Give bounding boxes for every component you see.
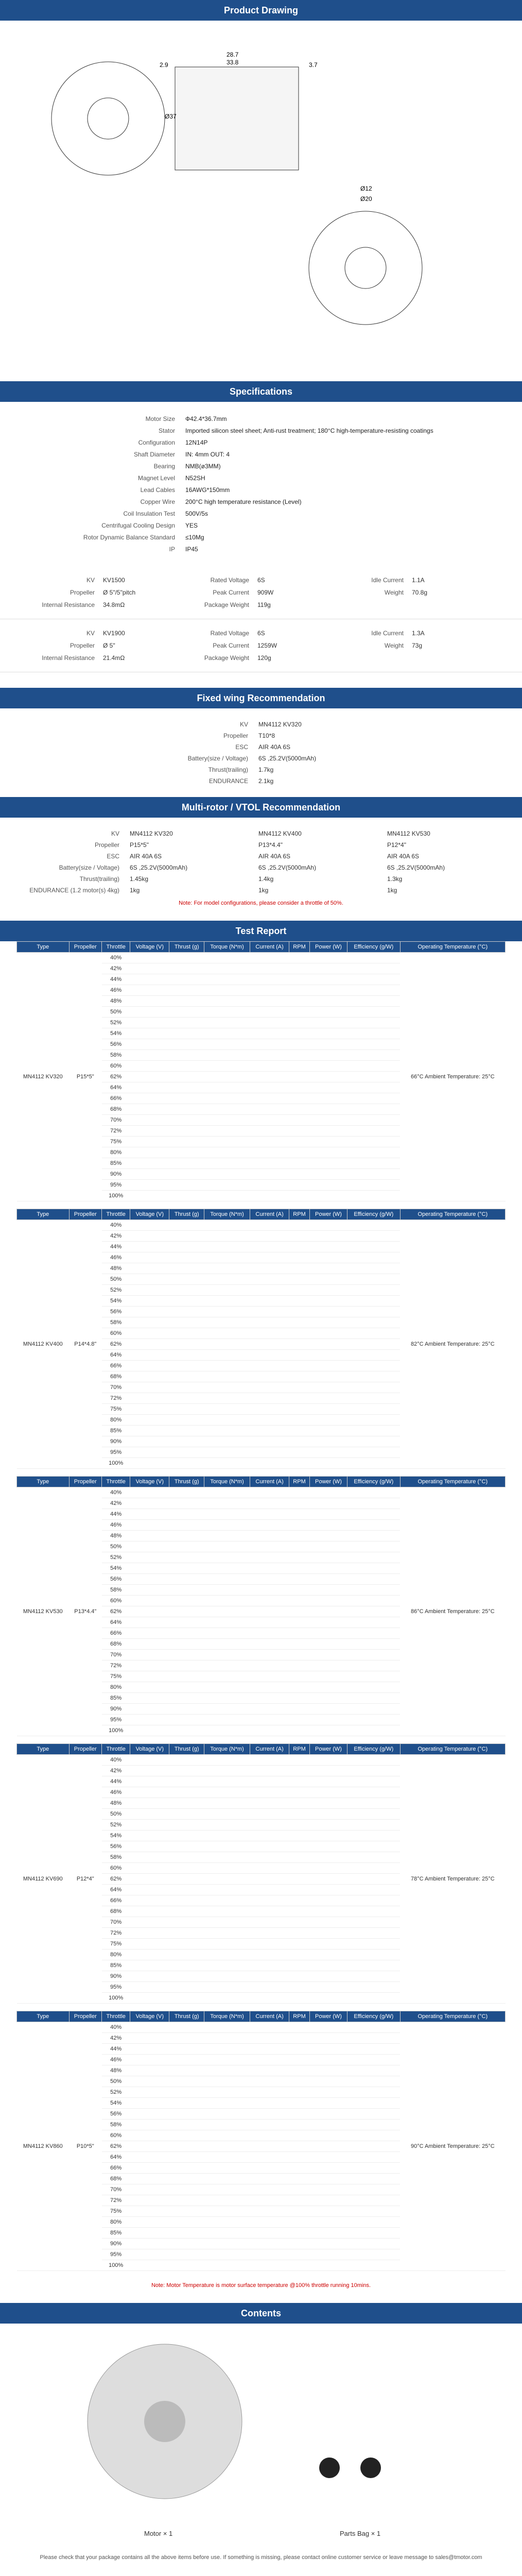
throttle-cell: 54% (102, 1563, 130, 1574)
throttle-cell: 50% (102, 1541, 130, 1552)
rec-row: ESC AIR 40A 6S (235, 743, 291, 751)
col-header: Voltage (V) (130, 942, 169, 953)
throttle-cell: 40% (102, 953, 130, 963)
spec-value: Imported silicon steel sheet; Anti-rust treatment; 180°C high-temperature-resisting coatings (185, 427, 433, 434)
pkg: 119g (257, 601, 271, 608)
specifications-title: Specifications (0, 381, 522, 402)
type-cell: MN4112 KV320 (17, 953, 69, 1201)
throttle-cell: 52% (102, 1285, 130, 1296)
throttle-cell: 75% (102, 1671, 130, 1682)
throttle-cell: 44% (102, 1509, 130, 1520)
spec-key: Configuration (138, 439, 175, 446)
throttle-cell: 80% (102, 1950, 130, 1960)
throttle-cell: 58% (102, 1050, 130, 1061)
throttle-cell: 56% (102, 1307, 130, 1317)
throttle-cell: 66% (102, 1093, 130, 1104)
pkg: 120g (257, 654, 271, 662)
throttle-cell: 64% (102, 1350, 130, 1361)
dim-label: Ø12 (360, 185, 372, 192)
prop-cell: P10*5" (69, 2022, 101, 2271)
throttle-cell: 64% (102, 1082, 130, 1093)
res: 34.8mΩ (103, 601, 125, 608)
col-header: Torque (N*m) (204, 2011, 250, 2022)
throttle-cell: 62% (102, 1339, 130, 1350)
throttle-cell: 75% (102, 1137, 130, 1147)
throttle-cell: 100% (102, 1725, 130, 1736)
prop: Ø 5" (103, 642, 115, 649)
spec-key: Coil Insulation Test (123, 510, 175, 517)
throttle-cell: 90% (102, 2239, 130, 2249)
col-header: Current (A) (250, 1209, 289, 1220)
dim-label: 28.7 (227, 51, 239, 58)
prop: Ø 5"/5"pitch (103, 589, 136, 596)
throttle-cell: 40% (102, 1487, 130, 1498)
throttle-cell: 75% (102, 2206, 130, 2217)
contents-footer: Please check that your package contains all the above items before use. If something is missing, please contact online customer service or leave message to sales@tmotor.com (40, 2554, 482, 2561)
throttle-cell: 72% (102, 1393, 130, 1404)
throttle-cell: 95% (102, 1447, 130, 1458)
col-header: Torque (N*m) (204, 942, 250, 953)
col-header: Current (A) (250, 2011, 289, 2022)
test-table (16, 1209, 506, 1469)
idle: 1.3A (412, 630, 425, 637)
throttle-cell: 50% (102, 1007, 130, 1018)
throttle-cell: 60% (102, 1863, 130, 1874)
throttle-cell: 100% (102, 2260, 130, 2271)
col-header: Propeller (69, 1209, 101, 1220)
product-drawing-title: Product Drawing (0, 0, 522, 21)
throttle-cell: 60% (102, 2130, 130, 2141)
throttle-cell: 85% (102, 1158, 130, 1169)
throttle-cell: 42% (102, 1231, 130, 1242)
col-header: Type (17, 1209, 69, 1220)
col-header: Operating Temperature (°C) (400, 1477, 505, 1487)
spec-value: N52SH (185, 474, 205, 482)
throttle-cell: 68% (102, 1906, 130, 1917)
col-header: Power (W) (310, 1209, 347, 1220)
throttle-cell: 64% (102, 1617, 130, 1628)
spec-row (67, 485, 455, 495)
idle: 1.1A (412, 577, 425, 584)
spec-row (67, 414, 455, 424)
throttle-cell: 44% (102, 1242, 130, 1252)
throttle-cell: 52% (102, 2087, 130, 2098)
col-header: Torque (N*m) (204, 1744, 250, 1755)
type-cell: MN4112 KV860 (17, 2022, 69, 2271)
contents-title: Contents (0, 2303, 522, 2324)
spec-row (67, 544, 455, 554)
contents-image (0, 2324, 522, 2530)
throttle-cell: 85% (102, 1693, 130, 1704)
throttle-cell: 100% (102, 1458, 130, 1469)
motor-spec-grid: KV KV1900 Rated Voltage 6S Idle Current 1.3A Propeller Ø 5" Peak Current 1259W Weight 73g Internal Resistance 21.4mΩ Package Weight 120g (0, 619, 522, 672)
throttle-cell: 70% (102, 1382, 130, 1393)
throttle-cell: 48% (102, 996, 130, 1007)
prop-cell: P12*4" (69, 1755, 101, 2004)
col-header: Operating Temperature (°C) (400, 1744, 505, 1755)
throttle-cell: 54% (102, 2098, 130, 2109)
spec-value: NMB(ø3MM) (185, 463, 221, 470)
spec-key: Rotor Dynamic Balance Standard (83, 534, 175, 541)
throttle-cell: 70% (102, 1917, 130, 1928)
volt: 6S (257, 577, 265, 584)
col-header: Thrust (g) (169, 1477, 204, 1487)
throttle-cell: 62% (102, 1072, 130, 1082)
throttle-cell: 68% (102, 1371, 130, 1382)
throttle-cell: 42% (102, 1498, 130, 1509)
col-header: Propeller (69, 2011, 101, 2022)
col-header: Type (17, 1744, 69, 1755)
test-table (16, 1476, 506, 1736)
motor-spec-grid: KV KV1500 Rated Voltage 6S Idle Current 1.1A Propeller Ø 5"/5"pitch Peak Current 909W Weight 70.8g Internal Resistance 34.8mΩ Package Weight 119g (0, 566, 522, 619)
col-header: Efficiency (g/W) (347, 1744, 400, 1755)
col-header: Operating Temperature (°C) (400, 1209, 505, 1220)
throttle-cell: 95% (102, 2249, 130, 2260)
kv: KV1900 (103, 630, 125, 637)
throttle-cell: 46% (102, 1252, 130, 1263)
throttle-cell: 70% (102, 1115, 130, 1126)
col-header: Operating Temperature (°C) (400, 2011, 505, 2022)
throttle-cell: 68% (102, 1104, 130, 1115)
throttle-cell: 48% (102, 1531, 130, 1541)
peak: 909W (257, 589, 274, 596)
throttle-cell: 50% (102, 2076, 130, 2087)
col-header: Throttle (102, 1744, 130, 1755)
col-header: Torque (N*m) (204, 1209, 250, 1220)
motor-label: Motor × 1 (144, 2530, 173, 2537)
kv: KV1500 (103, 577, 125, 584)
col-header: Efficiency (g/W) (347, 2011, 400, 2022)
spec-list (0, 402, 522, 566)
spec-value: IP45 (185, 546, 198, 553)
temp-cell: 78°C Ambient Temperature: 25°C (400, 1755, 505, 2004)
throttle-cell: 58% (102, 2120, 130, 2130)
throttle-cell: 85% (102, 1960, 130, 1971)
throttle-cell: 50% (102, 1809, 130, 1820)
throttle-cell: 66% (102, 1361, 130, 1371)
rec-row: KV MN4112 KV320 (239, 721, 302, 728)
throttle-cell: 60% (102, 1596, 130, 1606)
throttle-cell: 54% (102, 1296, 130, 1307)
throttle-cell: 72% (102, 2195, 130, 2206)
col-header: Type (17, 942, 69, 953)
temp-cell: 90°C Ambient Temperature: 25°C (400, 2022, 505, 2271)
spec-value: 12N14P (185, 439, 208, 446)
spec-key: Copper Wire (140, 498, 175, 505)
throttle-cell: 56% (102, 2109, 130, 2120)
test-table (16, 1743, 506, 2004)
spec-row (67, 532, 455, 543)
throttle-cell: 54% (102, 1831, 130, 1841)
spec-key: Magnet Level (137, 474, 175, 482)
col-header: Thrust (g) (169, 1744, 204, 1755)
prop-cell: P14*4.8" (69, 1220, 101, 1469)
col-header: Voltage (V) (130, 2011, 169, 2022)
throttle-cell: 48% (102, 2065, 130, 2076)
throttle-cell: 85% (102, 2228, 130, 2239)
dim-label: 3.7 (309, 61, 318, 69)
rec-row: Propeller T10*8 (223, 732, 275, 739)
throttle-cell: 66% (102, 1895, 130, 1906)
throttle-cell: 40% (102, 1220, 130, 1231)
type-cell: MN4112 KV690 (17, 1755, 69, 2004)
test-table (16, 2011, 506, 2271)
throttle-cell: 56% (102, 1574, 130, 1585)
col-header: Propeller (69, 1477, 101, 1487)
contents-area (0, 2324, 522, 2550)
spec-value: IN: 4mm OUT: 4 (185, 451, 230, 458)
peak: 1259W (257, 642, 277, 649)
throttle-cell: 44% (102, 1776, 130, 1787)
col-header: Voltage (V) (130, 1744, 169, 1755)
throttle-cell: 90% (102, 1436, 130, 1447)
temp-cell: 86°C Ambient Temperature: 25°C (400, 1487, 505, 1736)
throttle-cell: 46% (102, 2055, 130, 2065)
throttle-cell: 95% (102, 1180, 130, 1191)
test-report-title: Test Report (0, 921, 522, 941)
spec-row (67, 426, 455, 436)
spec-row (67, 509, 455, 519)
throttle-cell: 54% (102, 1028, 130, 1039)
throttle-cell: 80% (102, 1415, 130, 1426)
col-header: RPM (289, 1744, 310, 1755)
throttle-cell: 44% (102, 974, 130, 985)
rec-row: Battery(size / Voltage) 6S ,25.2V(5000mAh) (187, 755, 317, 762)
throttle-cell: 72% (102, 1126, 130, 1137)
throttle-cell: 42% (102, 1766, 130, 1776)
throttle-cell: 40% (102, 1755, 130, 1766)
spec-row (67, 520, 455, 531)
throttle-cell: 62% (102, 2141, 130, 2152)
dim-label: Ø20 (360, 195, 372, 202)
type-cell: MN4112 KV530 (17, 1487, 69, 1736)
throttle-cell: 75% (102, 1939, 130, 1950)
throttle-cell: 90% (102, 1971, 130, 1982)
throttle-cell: 48% (102, 1263, 130, 1274)
throttle-cell: 64% (102, 2152, 130, 2163)
col-header: Throttle (102, 2011, 130, 2022)
throttle-cell: 62% (102, 1606, 130, 1617)
drawing-area (0, 21, 522, 381)
throttle-cell: 66% (102, 1628, 130, 1639)
multi-note: Note: For model configurations, please consider a throttle of 50%. (179, 900, 343, 906)
throttle-cell: 100% (102, 1993, 130, 2004)
table-row (17, 953, 506, 963)
col-header: Throttle (102, 942, 130, 953)
col-header: Efficiency (g/W) (347, 1209, 400, 1220)
spec-key: Lead Cables (140, 486, 175, 494)
throttle-cell: 85% (102, 1426, 130, 1436)
table-row (17, 1487, 506, 1498)
throttle-cell: 100% (102, 1191, 130, 1201)
col-header: Current (A) (250, 1744, 289, 1755)
volt: 6S (257, 630, 265, 637)
prop-cell: P15*5" (69, 953, 101, 1201)
throttle-cell: 58% (102, 1852, 130, 1863)
spec-row (67, 437, 455, 448)
col-header: Power (W) (310, 1477, 347, 1487)
throttle-cell: 90% (102, 1704, 130, 1715)
fixed-wing-table (0, 708, 522, 797)
throttle-cell: 64% (102, 1885, 130, 1895)
dim-label: 2.9 (160, 61, 168, 69)
temp-cell: 82°C Ambient Temperature: 25°C (400, 1220, 505, 1469)
spec-key: Shaft Diameter (133, 451, 175, 458)
col-header: Efficiency (g/W) (347, 1477, 400, 1487)
spec-key: Motor Size (145, 415, 175, 422)
fixed-wing-title: Fixed wing Recommendation (0, 688, 522, 708)
throttle-cell: 42% (102, 963, 130, 974)
throttle-cell: 70% (102, 1650, 130, 1660)
throttle-cell: 46% (102, 1520, 130, 1531)
col-header: RPM (289, 1209, 310, 1220)
col-header: Torque (N*m) (204, 1477, 250, 1487)
throttle-cell: 95% (102, 1715, 130, 1725)
throttle-cell: 68% (102, 1639, 130, 1650)
table-row (17, 2022, 506, 2033)
throttle-cell: 50% (102, 1274, 130, 1285)
throttle-cell: 52% (102, 1552, 130, 1563)
rec-row: Thrust(trailing) 1.7kg (208, 766, 274, 773)
spec-value: YES (185, 522, 198, 529)
throttle-cell: 52% (102, 1820, 130, 1831)
prop-cell: P13*4.4" (69, 1487, 101, 1736)
col-header: Power (W) (310, 1744, 347, 1755)
throttle-cell: 80% (102, 2217, 130, 2228)
spec-row (67, 461, 455, 471)
col-header: Voltage (V) (130, 1477, 169, 1487)
parts-label: Parts Bag × 1 (340, 2530, 381, 2537)
table-row (17, 1220, 506, 1231)
wt: 73g (412, 642, 423, 649)
throttle-cell: 72% (102, 1928, 130, 1939)
table-row (17, 1755, 506, 1766)
col-header: Thrust (g) (169, 2011, 204, 2022)
spec-value: 16AWG*150mm (185, 486, 230, 494)
col-header: Throttle (102, 1477, 130, 1487)
col-header: RPM (289, 1477, 310, 1487)
res: 21.4mΩ (103, 654, 125, 662)
spec-key: Bearing (153, 463, 175, 470)
col-header: Thrust (g) (169, 942, 204, 953)
technical-drawing (31, 36, 491, 366)
col-header: Power (W) (310, 2011, 347, 2022)
col-header: Thrust (g) (169, 1209, 204, 1220)
spec-key: IP (169, 546, 175, 553)
throttle-cell: 44% (102, 2044, 130, 2055)
col-header: Throttle (102, 1209, 130, 1220)
col-header: Operating Temperature (°C) (400, 942, 505, 953)
throttle-cell: 60% (102, 1328, 130, 1339)
throttle-cell: 60% (102, 1061, 130, 1072)
throttle-cell: 90% (102, 1169, 130, 1180)
test-note: Note: Motor Temperature is motor surface temperature @100% throttle running 10mins. (151, 2282, 371, 2289)
throttle-cell: 40% (102, 2022, 130, 2033)
col-header: Power (W) (310, 942, 347, 953)
throttle-cell: 56% (102, 1039, 130, 1050)
dim-label: 33.8 (227, 59, 239, 66)
temp-cell: 66°C Ambient Temperature: 25°C (400, 953, 505, 1201)
throttle-cell: 46% (102, 1787, 130, 1798)
test-table (16, 941, 506, 1201)
col-header: Type (17, 1477, 69, 1487)
spec-key: Stator (158, 427, 175, 434)
spec-value: 200°C high temperature resistance (Level) (185, 498, 302, 505)
type-cell: MN4112 KV400 (17, 1220, 69, 1469)
spec-row (67, 449, 455, 460)
spec-value: 500V/5s (185, 510, 208, 517)
dim-label: Ø37 (165, 113, 177, 120)
throttle-cell: 58% (102, 1585, 130, 1596)
throttle-cell: 56% (102, 1841, 130, 1852)
spec-row (67, 497, 455, 507)
multi-rotor-table: KV MN4112 KV320 MN4112 KV400 MN4112 KV530 Propeller P15*5" P13*4.4" P12*4" ESC AIR 40A 6S AIR 40A 6S AIR 40A 6S Battery(size / Voltage) 6S ,25.2V(5000mAh) 6S ,25.2V(5000mAh) 6S ,25.2V(5000mAh) Thrust(trailing) 1.45kg 1.4kg 1.3kg ENDURANCE (1.2 motor(s) 4kg) 1kg 1kg 1kg Note: For model configurations, please consider a throttle of 50%. (0, 818, 522, 921)
throttle-cell: 72% (102, 1660, 130, 1671)
col-header: RPM (289, 942, 310, 953)
col-header: Propeller (69, 942, 101, 953)
col-header: Current (A) (250, 1477, 289, 1487)
spec-value: Ф42.4*36.7mm (185, 415, 227, 422)
throttle-cell: 48% (102, 1798, 130, 1809)
spec-value: ≤10Mg (185, 534, 204, 541)
multi-rotor-title: Multi-rotor / VTOL Recommendation (0, 797, 522, 818)
col-header: Type (17, 2011, 69, 2022)
throttle-cell: 46% (102, 985, 130, 996)
col-header: Propeller (69, 1744, 101, 1755)
throttle-cell: 52% (102, 1018, 130, 1028)
throttle-cell: 80% (102, 1147, 130, 1158)
spec-row (67, 473, 455, 483)
throttle-cell: 75% (102, 1404, 130, 1415)
throttle-cell: 70% (102, 2184, 130, 2195)
rec-row: ENDURANCE 2.1kg (208, 777, 274, 785)
throttle-cell: 66% (102, 2163, 130, 2174)
col-header: Voltage (V) (130, 1209, 169, 1220)
throttle-cell: 62% (102, 1874, 130, 1885)
col-header: Current (A) (250, 942, 289, 953)
throttle-cell: 68% (102, 2174, 130, 2184)
test-tables (0, 941, 522, 2278)
spec-key: Centrifugal Cooling Design (101, 522, 175, 529)
throttle-cell: 58% (102, 1317, 130, 1328)
throttle-cell: 80% (102, 1682, 130, 1693)
col-header: RPM (289, 2011, 310, 2022)
col-header: Efficiency (g/W) (347, 942, 400, 953)
wt: 70.8g (412, 589, 428, 596)
throttle-cell: 95% (102, 1982, 130, 1993)
throttle-cell: 42% (102, 2033, 130, 2044)
